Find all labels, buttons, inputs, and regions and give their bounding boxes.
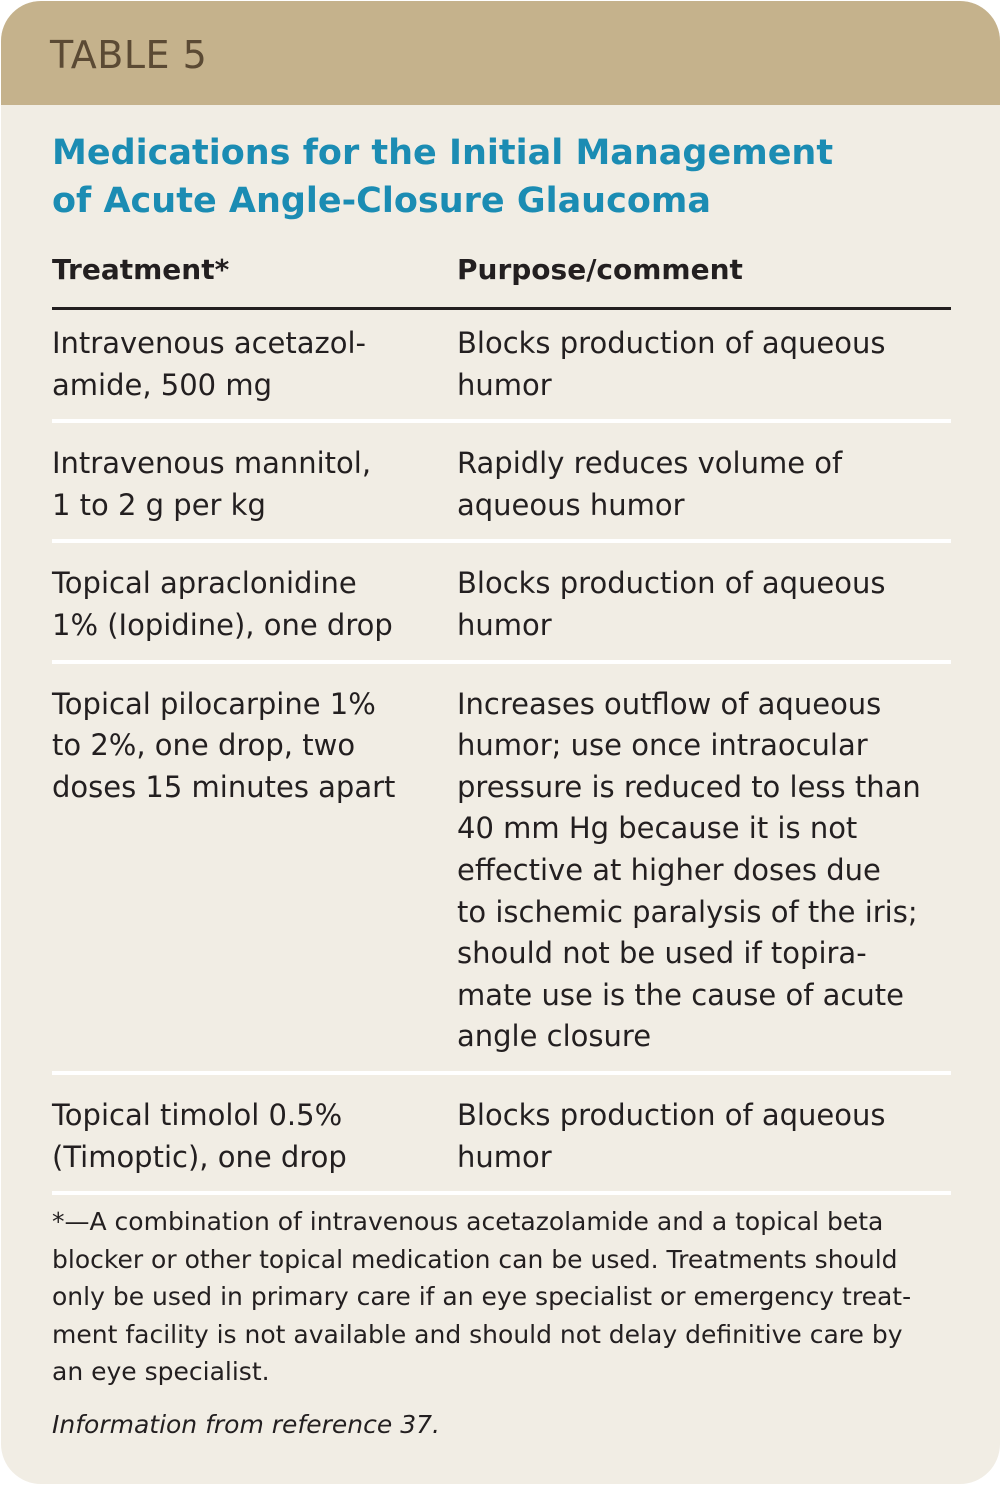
- table-row: [52, 440, 951, 543]
- cell-line: Intravenous mannitol,: [52, 446, 372, 481]
- table-row: [52, 1092, 951, 1195]
- treatment-cell: [52, 1095, 442, 1178]
- purpose-cell: [457, 1095, 951, 1178]
- cell-line: Blocks production of aqueous: [457, 566, 886, 601]
- purpose-cell: [457, 443, 951, 526]
- purpose-cell: [457, 684, 951, 1058]
- table-row: [52, 560, 951, 663]
- purpose-cell: [457, 563, 951, 646]
- cell-line: 40 mm Hg because it is not: [457, 811, 858, 846]
- table-title-line: Medications for the Initial Management: [52, 133, 834, 173]
- cell-line: 1% (Iopidine), one drop: [52, 607, 393, 642]
- cell-line: pressure is reduced to less than: [457, 769, 921, 804]
- footnote-line: only be used in primary care if an eye specialist or emergency treat-: [52, 1282, 912, 1311]
- column-header-row: [52, 251, 951, 310]
- footnote-line: ment facility is not available and should not delay definitive care by: [52, 1319, 903, 1349]
- cell-line: humor: [457, 607, 552, 642]
- cell-line: Blocks production of aqueous: [457, 326, 886, 360]
- table-row: [52, 320, 951, 423]
- footnote-line: *—A combination of intravenous acetazolamide and a topical beta: [52, 1207, 884, 1236]
- treatment-cell: [52, 563, 442, 646]
- table-title: [52, 129, 952, 225]
- cell-line: to ischemic paralysis of the iris;: [457, 894, 918, 929]
- cell-line: Topical timolol 0.5%: [52, 1097, 343, 1132]
- cell-line: aqueous humor: [457, 487, 685, 522]
- cell-line: humor; use once intraocular: [457, 728, 868, 763]
- cell-line: angle closure: [457, 1019, 652, 1054]
- table-footnote: [52, 1203, 954, 1391]
- purpose-cell: [457, 323, 951, 406]
- cell-line: Topical pilocarpine 1%: [52, 686, 376, 721]
- footnote-line: blocker or other topical medication can be used. Treatments should: [52, 1244, 898, 1274]
- cell-line: Blocks production of aqueous: [457, 1097, 886, 1132]
- treatment-cell: [52, 443, 442, 526]
- cell-line: mate use is the cause of acute: [457, 977, 904, 1012]
- table-body: [52, 320, 951, 1195]
- cell-line: 1 to 2 g per kg: [52, 487, 266, 522]
- table-row: [52, 681, 951, 1075]
- cell-line: should not be used if topira-: [457, 936, 867, 971]
- cell-line: Rapidly reduces volume of: [457, 446, 843, 481]
- cell-line: Intravenous acetazol-: [52, 326, 367, 360]
- table-title-line: of Acute Angle-Closure Glaucoma: [52, 181, 711, 221]
- source-reference: Information from reference 37.: [52, 1410, 440, 1439]
- cell-line: Topical apraclonidine: [52, 566, 357, 601]
- column-header-purpose: Purpose/comment: [457, 253, 743, 286]
- table-header-band: [1, 1, 1000, 105]
- cell-line: to 2%, one drop, two: [52, 728, 356, 763]
- cell-line: Increases outflow of aqueous: [457, 686, 882, 721]
- column-header-treatment: Treatment*: [52, 253, 230, 286]
- cell-line: humor: [457, 1139, 552, 1174]
- cell-line: humor: [457, 367, 552, 402]
- treatment-cell: [52, 684, 442, 809]
- cell-line: effective at higher doses due: [457, 852, 881, 887]
- table-card: [1, 1, 1000, 1484]
- cell-line: (Timoptic), one drop: [52, 1139, 347, 1174]
- treatment-cell: [52, 323, 442, 406]
- footnote-line: an eye specialist.: [52, 1357, 270, 1386]
- cell-line: amide, 500 mg: [52, 367, 272, 402]
- table-number-label: TABLE 5: [50, 33, 208, 77]
- cell-line: doses 15 minutes apart: [52, 769, 396, 804]
